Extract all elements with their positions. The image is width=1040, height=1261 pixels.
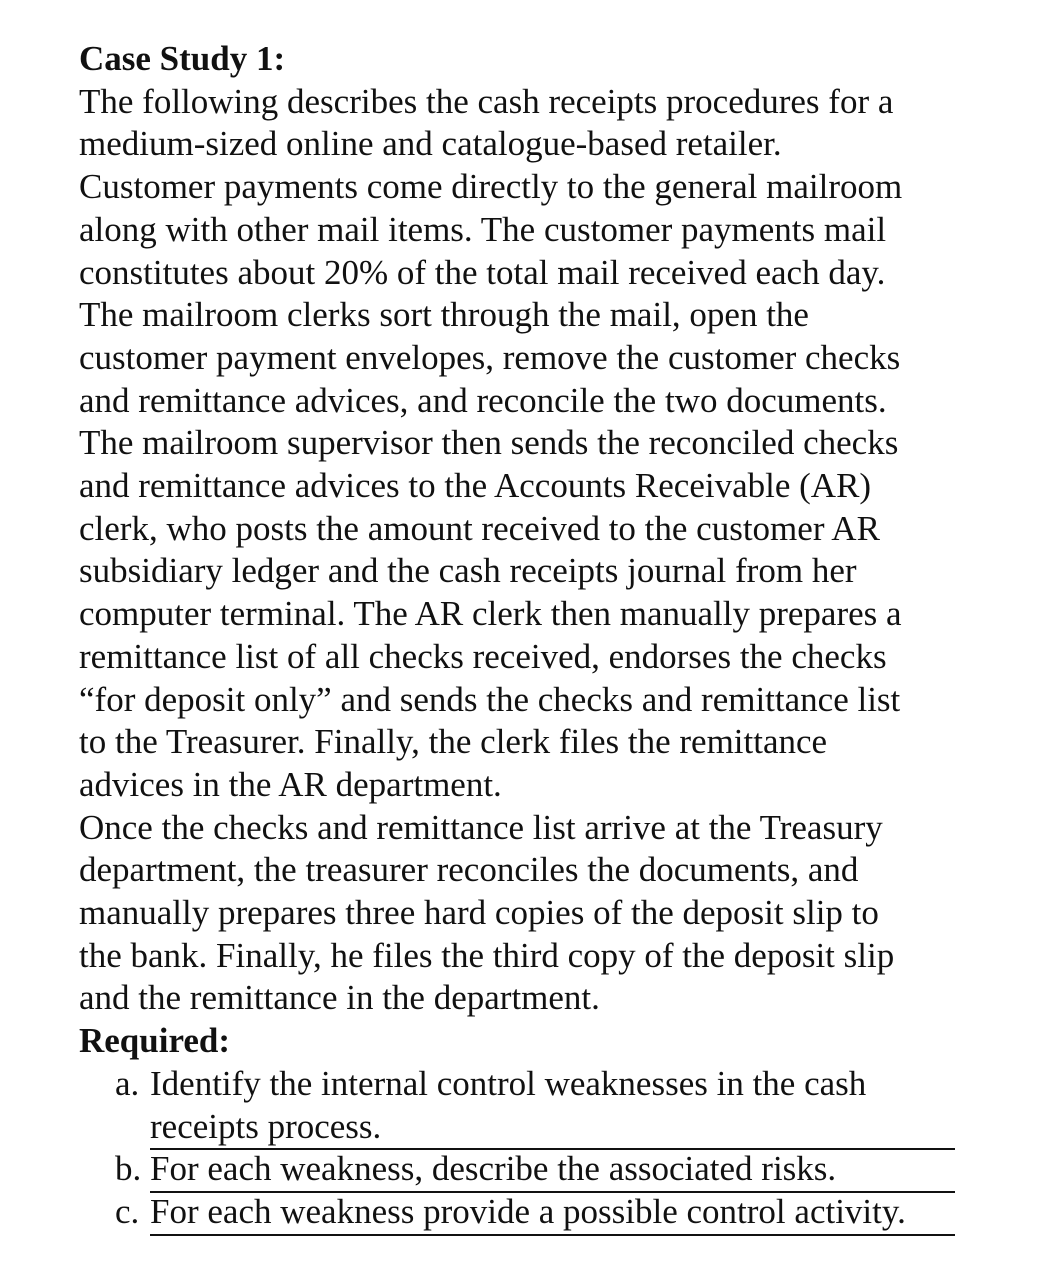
description-line: manually prepares three hard copies of the deposit slip to bbox=[79, 893, 879, 933]
description-line: Customer payments come directly to the general mailroom bbox=[79, 167, 903, 207]
description-line: The mailroom supervisor then sends the reconciled checks bbox=[79, 423, 899, 463]
description-line: subsidiary ledger and the cash receipts journal from her bbox=[79, 551, 857, 591]
description-line: customer payment envelopes, remove the customer checks bbox=[79, 337, 901, 377]
description-line: computer terminal. The AR clerk then manually prepares a bbox=[79, 594, 902, 634]
description-line: “for deposit only” and sends the checks and remittance list bbox=[79, 679, 901, 719]
required-item-b bbox=[79, 1148, 955, 1193]
description-line: constitutes about 20% of the total mail received each day. bbox=[79, 252, 886, 292]
required-list bbox=[79, 1063, 979, 1236]
description-line: medium-sized online and catalogue-based retailer. bbox=[79, 124, 782, 164]
required-item-a bbox=[79, 1063, 955, 1150]
description-line: to the Treasurer. Finally, the clerk files the remittance bbox=[79, 722, 828, 762]
required-heading: Required: bbox=[79, 1021, 231, 1061]
list-marker: c. bbox=[115, 1191, 140, 1231]
required-item-line: Identify the internal control weaknesses in the cash bbox=[150, 1063, 867, 1103]
required-item-text bbox=[150, 1063, 955, 1150]
description-line: and remittance advices to the Accounts Receivable (AR) bbox=[79, 466, 872, 506]
description-line: the bank. Finally, he files the third copy of the deposit slip bbox=[79, 935, 895, 975]
case-description bbox=[79, 81, 979, 1020]
description-line: Once the checks and remittance list arrive at the Treasury bbox=[79, 807, 883, 847]
description-line: clerk, who posts the amount received to the customer AR bbox=[79, 508, 880, 548]
required-item-line: receipts process. bbox=[150, 1106, 382, 1146]
required-item-text bbox=[150, 1191, 955, 1236]
description-line: advices in the AR department. bbox=[79, 764, 502, 804]
required-item-line: For each weakness provide a possible control activity. bbox=[150, 1191, 906, 1231]
description-line: and remittance advices, and reconcile the two documents. bbox=[79, 380, 887, 420]
case-study-title: Case Study 1: bbox=[79, 39, 286, 78]
description-line: The following describes the cash receipts procedures for a bbox=[79, 81, 894, 121]
required-item-c bbox=[79, 1191, 955, 1236]
list-marker: b. bbox=[115, 1149, 142, 1189]
description-line: The mailroom clerks sort through the mail, open the bbox=[79, 295, 809, 335]
list-marker: a. bbox=[115, 1063, 140, 1103]
description-line: and the remittance in the department. bbox=[79, 978, 600, 1018]
required-item-line: For each weakness, describe the associated risks. bbox=[150, 1149, 837, 1189]
description-line: department, the treasurer reconciles the documents, and bbox=[79, 850, 859, 890]
required-item-text bbox=[150, 1148, 955, 1193]
description-line: along with other mail items. The customer payments mail bbox=[79, 209, 887, 249]
case-study-document bbox=[79, 38, 979, 1234]
description-line: remittance list of all checks received, endorses the checks bbox=[79, 636, 887, 676]
